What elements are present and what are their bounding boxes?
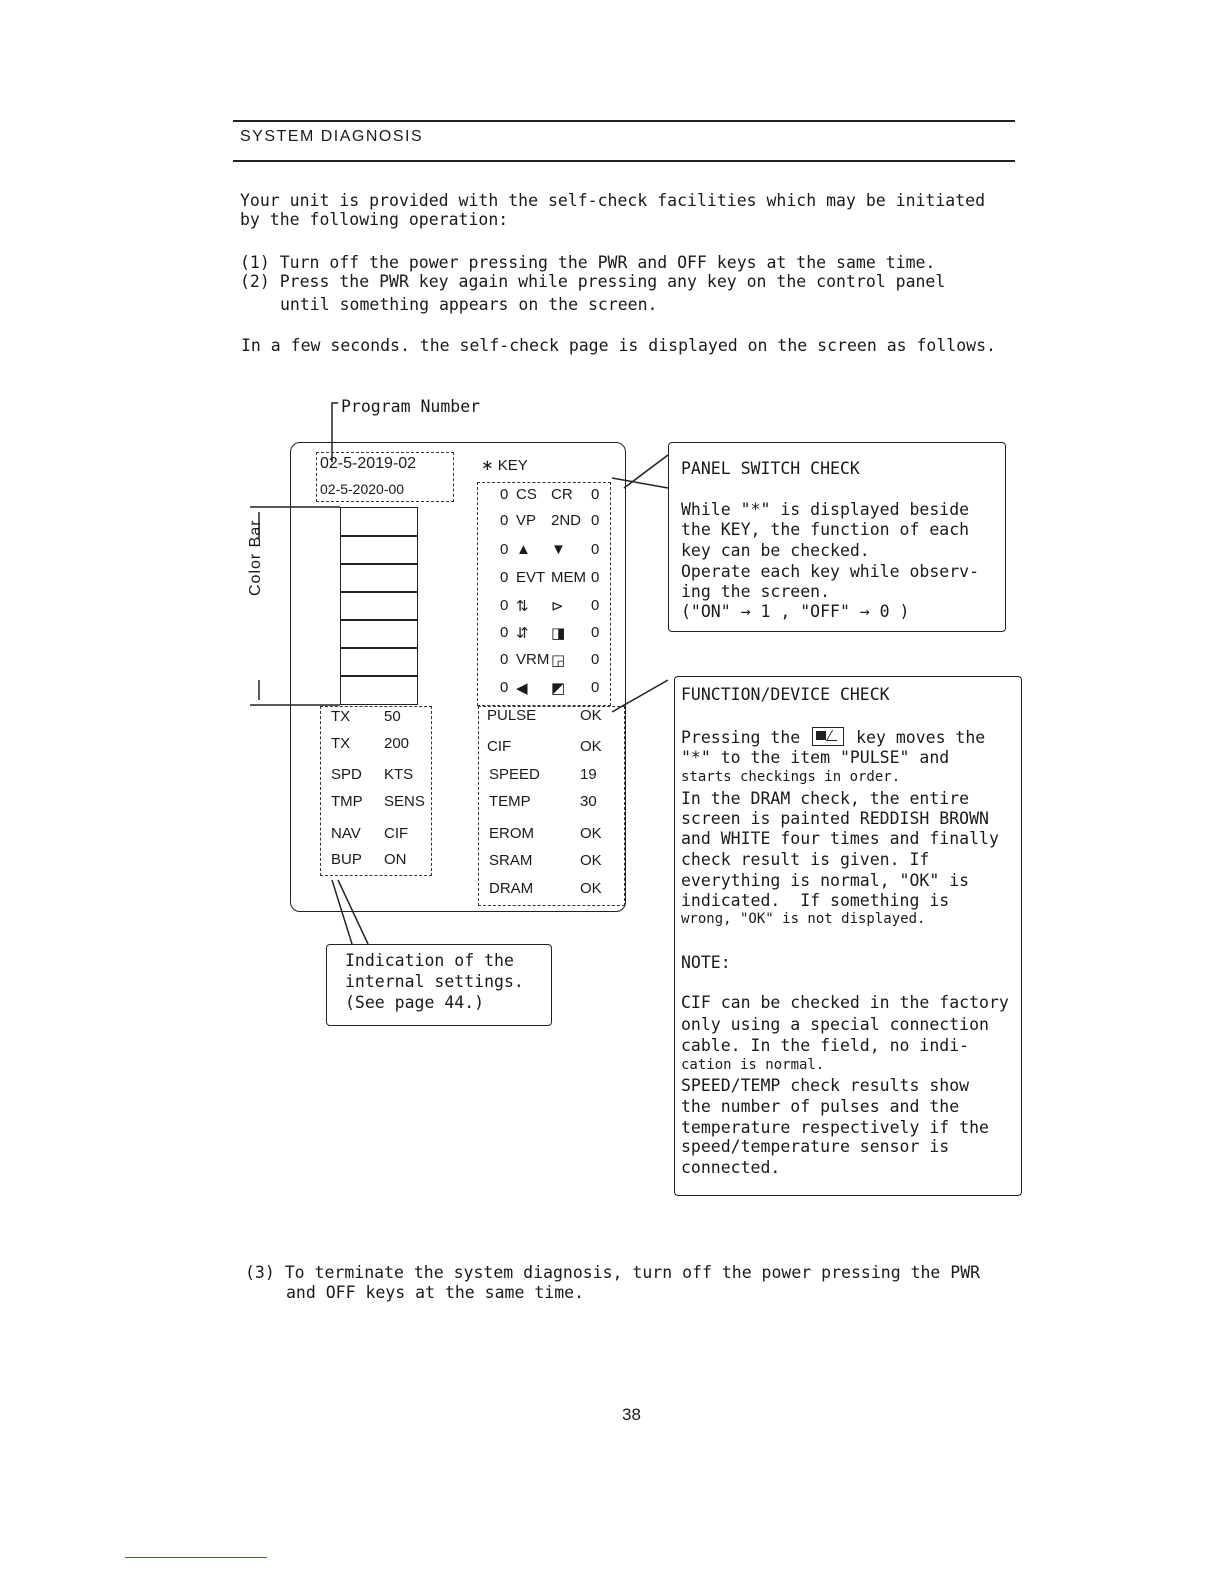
- function-row-1-key: CIF: [487, 738, 512, 755]
- function-row-3-key: TEMP: [489, 793, 531, 810]
- key-row-0-a: CS: [516, 486, 537, 503]
- function-check-line-3: starts checkings in order.: [681, 769, 901, 785]
- color-bar-6: [340, 647, 418, 677]
- key-row-2-right: 0: [591, 541, 600, 558]
- key-row-0-right: 0: [591, 486, 600, 503]
- color-bar-3: [340, 563, 418, 593]
- function-check-line-10: wrong, "OK" is not displayed.: [681, 911, 926, 927]
- program-number-2: 02-5-2020-00: [320, 481, 405, 497]
- settings-callout-line-3: (See page 44.): [345, 993, 485, 1012]
- key-row-1-right: 0: [591, 512, 600, 529]
- panel-check-line-6: ("ON" → 1 , "OFF" → 0 ): [681, 602, 910, 621]
- function-check-line-9: indicated. If something is: [681, 891, 950, 910]
- settings-row-1-key: TX: [331, 735, 351, 752]
- shift-down-icon: ⇵: [516, 625, 529, 642]
- settings-row-5-key: BUP: [331, 851, 362, 868]
- menu-key-icon: [812, 727, 844, 746]
- key-row-7-right: 0: [591, 679, 600, 696]
- function-row-0-value: OK: [580, 707, 602, 724]
- key-row-3-left: 0: [500, 569, 509, 586]
- key-row-3-b: MEM: [551, 569, 586, 586]
- function-row-6-value: OK: [580, 880, 602, 897]
- function-row-3-value: 30: [580, 793, 597, 810]
- color-bar-1: [340, 507, 418, 537]
- function-check-line-4: In the DRAM check, the entire: [681, 789, 970, 808]
- settings-row-0-key: TX: [331, 708, 351, 725]
- key-row-6-right: 0: [591, 651, 600, 668]
- panel-check-line-4: Operate each key while observ-: [681, 562, 980, 581]
- note-line-2: only using a special connection: [681, 1015, 989, 1034]
- function-row-6-key: DRAM: [489, 880, 534, 897]
- key-row-0-left: 0: [500, 486, 509, 503]
- function-check-line-1-post: key moves the: [856, 728, 986, 747]
- function-check-line-6: and WHITE four times and finally: [681, 829, 999, 848]
- play-icon: ⊳: [551, 598, 564, 615]
- zoom-icon: ◲: [551, 652, 566, 669]
- program-number-1: 02-5-2019-02: [320, 455, 417, 472]
- step-1: (1) Turn off the power pressing the PWR and OFF keys at the same time.: [240, 253, 936, 272]
- key-header: ∗ KEY: [481, 457, 528, 474]
- down-arrow-icon: ▼: [551, 541, 566, 558]
- left-arrow-icon: ◀: [516, 680, 528, 697]
- note-line-4: cation is normal.: [681, 1057, 825, 1073]
- key-row-4-right: 0: [591, 597, 600, 614]
- shift-up-icon: ⇅: [516, 598, 529, 615]
- note-line-9: connected.: [681, 1158, 781, 1177]
- step-3-line-2: and OFF keys at the same time.: [286, 1283, 585, 1302]
- note-line-7: temperature respectively if the: [681, 1118, 989, 1137]
- panel-switch-check-callout: [668, 442, 1006, 632]
- settings-row-1-value: 200: [384, 735, 410, 752]
- panel-check-line-3: key can be checked.: [681, 541, 870, 560]
- note-line-5: SPEED/TEMP check results show: [681, 1076, 970, 1095]
- key-row-3-a: EVT: [516, 569, 546, 586]
- key-row-2-left: 0: [500, 541, 509, 558]
- intro-line-2: by the following operation:: [240, 210, 509, 229]
- settings-callout-line-2: internal settings.: [345, 972, 524, 991]
- key-row-6-a: VRM: [516, 651, 550, 668]
- function-row-0-key: PULSE: [487, 707, 537, 724]
- key-row-5-left: 0: [500, 624, 509, 641]
- settings-row-3-key: TMP: [331, 793, 363, 810]
- step-2-line-2: until something appears on the screen.: [280, 295, 658, 314]
- settings-row-3-value: SENS: [384, 793, 425, 810]
- function-check-line-8: everything is normal, "OK" is: [681, 871, 970, 890]
- color-bar-7: [340, 675, 418, 705]
- function-check-line-1-pre: Pressing the: [681, 728, 801, 747]
- menu-key-icon: ◩: [551, 680, 566, 697]
- key-row-5-right: 0: [591, 624, 600, 641]
- panel-check-line-5: ing the screen.: [681, 582, 831, 601]
- step-3-line-1: (3) To terminate the system diagnosis, turn off the power pressing the PWR: [245, 1263, 981, 1282]
- color-bar-5: [340, 619, 418, 649]
- settings-row-4-value: CIF: [384, 825, 409, 842]
- function-check-line-2: "*" to the item "PULSE" and: [681, 748, 950, 767]
- key-row-3-right: 0: [591, 569, 600, 586]
- intro-line-1: Your unit is provided with the self-check facilities which may be initiated: [240, 191, 986, 210]
- note-line-6: the number of pulses and the: [681, 1097, 960, 1116]
- note-line-1: CIF can be checked in the factory: [681, 993, 1009, 1012]
- color-bar-2: [340, 535, 418, 565]
- function-check-line-5: screen is painted REDDISH BROWN: [681, 809, 989, 828]
- function-check-line-7: check result is given. If: [681, 850, 930, 869]
- after-steps-text: In a few seconds. the self-check page is displayed on the screen as follows.: [241, 336, 996, 355]
- settings-row-4-key: NAV: [331, 825, 361, 842]
- note-line-8: speed/temperature sensor is: [681, 1137, 950, 1156]
- settings-row-0-value: 50: [384, 708, 401, 725]
- step-2-line-1: (2) Press the PWR key again while pressing any key on the control panel: [240, 272, 946, 291]
- program-number-label: Program Number: [341, 397, 481, 416]
- function-check-line-1: [681, 727, 985, 747]
- note-label: NOTE:: [681, 953, 731, 972]
- function-row-2-value: 19: [580, 766, 597, 783]
- note-line-3: cable. In the field, no indi-: [681, 1036, 970, 1055]
- key-row-1-a: VP: [516, 512, 537, 529]
- function-row-2-key: SPEED: [489, 766, 540, 783]
- key-row-6-left: 0: [500, 651, 509, 668]
- settings-row-5-value: ON: [384, 851, 407, 868]
- color-bar-label: Color Bar: [247, 519, 264, 596]
- display-mode-icon: ◨: [551, 625, 566, 642]
- function-row-5-value: OK: [580, 852, 602, 869]
- color-bar-4: [340, 591, 418, 621]
- key-row-4-left: 0: [500, 597, 509, 614]
- panel-check-line-2: the KEY, the function of each: [681, 520, 970, 539]
- up-arrow-icon: ▲: [516, 541, 531, 558]
- panel-switch-check-title: PANEL SWITCH CHECK: [681, 459, 860, 478]
- function-row-5-key: SRAM: [489, 852, 533, 869]
- key-row-1-b: 2ND: [551, 512, 582, 529]
- key-row-1-left: 0: [500, 512, 509, 529]
- settings-row-2-value: KTS: [384, 766, 414, 783]
- page-title: SYSTEM DIAGNOSIS: [240, 128, 424, 145]
- footer-rule: [125, 1557, 267, 1558]
- function-row-4-value: OK: [580, 825, 602, 842]
- panel-check-pointer: [624, 455, 668, 488]
- function-row-4-key: EROM: [489, 825, 534, 842]
- settings-callout-line-1: Indication of the: [345, 951, 514, 970]
- key-row-7-left: 0: [500, 679, 509, 696]
- key-row-0-b: CR: [551, 486, 573, 503]
- page-number: 38: [622, 1405, 641, 1424]
- panel-check-line-1: While "*" is displayed beside: [681, 500, 970, 519]
- function-device-check-callout: [674, 676, 1022, 1196]
- function-row-1-value: OK: [580, 738, 602, 755]
- function-check-title: FUNCTION/DEVICE CHECK: [681, 685, 890, 704]
- settings-row-2-key: SPD: [331, 766, 362, 783]
- settings-callout: [326, 944, 552, 1026]
